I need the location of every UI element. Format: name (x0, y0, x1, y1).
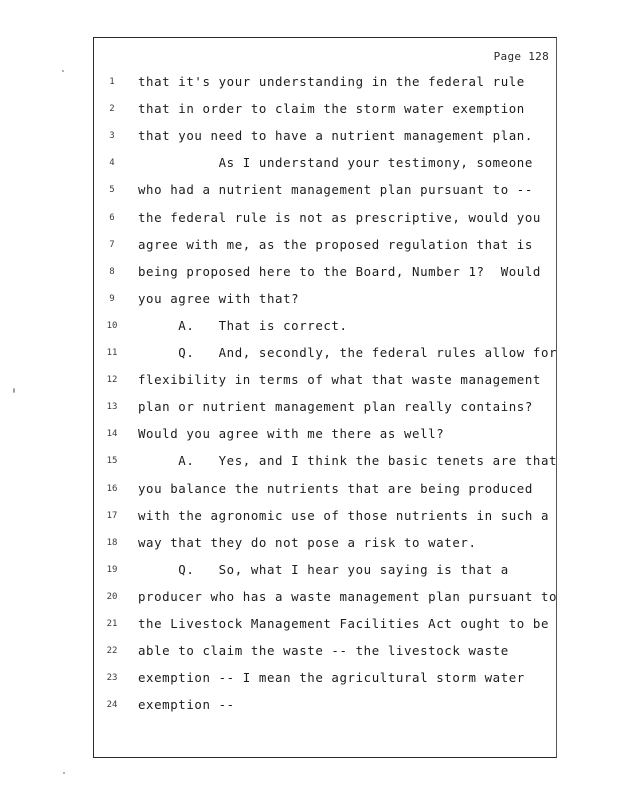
line-text: that you need to have a nutrient management plan. (138, 128, 533, 144)
line-number: 9 (109, 293, 115, 304)
transcript-line (94, 670, 556, 692)
line-text: exemption -- I mean the agricultural storm water (138, 670, 525, 686)
line-number: 17 (106, 510, 118, 521)
line-text: you balance the nutrients that are being produced (138, 480, 533, 496)
line-text: who had a nutrient management plan pursuant to -- (138, 182, 533, 198)
transcript-line (94, 101, 556, 123)
transcript-line (94, 616, 556, 638)
line-text: way that they do not pose a risk to water. (138, 534, 477, 550)
line-number: 14 (106, 429, 118, 440)
transcript-line (94, 345, 556, 367)
line-text: As I understand your testimony, someone (138, 155, 533, 171)
transcript-line (94, 210, 556, 232)
transcript-line (94, 697, 556, 719)
transcript-page (93, 37, 557, 758)
transcript-line (94, 237, 556, 259)
line-text: Q. And, secondly, the federal rules allow for (138, 345, 558, 360)
line-text: A. That is correct. (138, 317, 348, 333)
line-number: 6 (109, 212, 115, 223)
line-number: 21 (106, 619, 118, 629)
line-number: 19 (106, 564, 118, 575)
scan-speck (63, 772, 65, 774)
line-number: 2 (109, 104, 115, 115)
line-text: flexibility in terms of what that waste management (138, 372, 541, 388)
transcript-line (94, 453, 556, 475)
line-text: being proposed here to the Board, Number 1? Would (138, 263, 541, 279)
transcript-line (94, 372, 556, 394)
scan-speck (62, 70, 64, 72)
line-text: the Livestock Management Facilities Act ought to be (138, 616, 550, 631)
transcript-line (94, 128, 556, 150)
line-number: 3 (109, 131, 115, 142)
transcript-body (94, 38, 556, 757)
line-number: 1 (109, 77, 115, 87)
line-number: 13 (106, 402, 118, 413)
line-number: 5 (109, 185, 115, 196)
transcript-line (94, 74, 556, 96)
line-number: 8 (109, 266, 115, 277)
line-number: 24 (106, 700, 118, 711)
line-text: plan or nutrient management plan really contains? (138, 399, 533, 415)
line-text: able to claim the waste -- the livestock waste (138, 643, 509, 659)
transcript-line (94, 535, 556, 557)
transcript-line (94, 264, 556, 286)
transcript-line (94, 481, 556, 503)
transcript-line (94, 562, 556, 584)
transcript-line (94, 643, 556, 665)
line-number: 22 (106, 646, 118, 657)
transcript-line (94, 589, 556, 611)
transcript-line (94, 426, 556, 448)
transcript-line (94, 182, 556, 204)
line-text: producer who has a waste management plan pursuant to (138, 588, 558, 604)
line-number: 11 (106, 348, 118, 358)
line-text: Would you agree with me there as well? (138, 426, 445, 442)
line-text: you agree with that? (138, 290, 300, 306)
line-text: that it's your understanding in the federal rule (138, 74, 525, 89)
transcript-line (94, 318, 556, 340)
line-text: A. Yes, and I think the basic tenets are that (138, 453, 558, 469)
line-number: 7 (109, 239, 115, 250)
transcript-line (94, 508, 556, 530)
line-number: 10 (106, 320, 118, 331)
transcript-line (94, 155, 556, 177)
line-number: 15 (106, 456, 118, 467)
line-text: agree with me, as the proposed regulation that is (138, 236, 533, 252)
line-text: the federal rule is not as prescriptive, would you (138, 209, 541, 225)
scan-speck (13, 388, 15, 393)
line-text: that in order to claim the storm water exemption (138, 101, 525, 117)
line-number: 12 (106, 375, 118, 386)
transcript-line (94, 399, 556, 421)
line-number: 20 (106, 591, 118, 602)
line-number: 4 (109, 158, 115, 169)
line-number: 23 (106, 673, 118, 684)
line-text: with the agronomic use of those nutrients in such a (138, 507, 550, 523)
page-number: Page 128 (493, 50, 549, 63)
line-number: 18 (106, 537, 118, 548)
transcript-line (94, 291, 556, 313)
line-text: Q. So, what I hear you saying is that a (138, 561, 509, 577)
line-number: 16 (106, 483, 118, 494)
line-text: exemption -- (138, 697, 235, 713)
